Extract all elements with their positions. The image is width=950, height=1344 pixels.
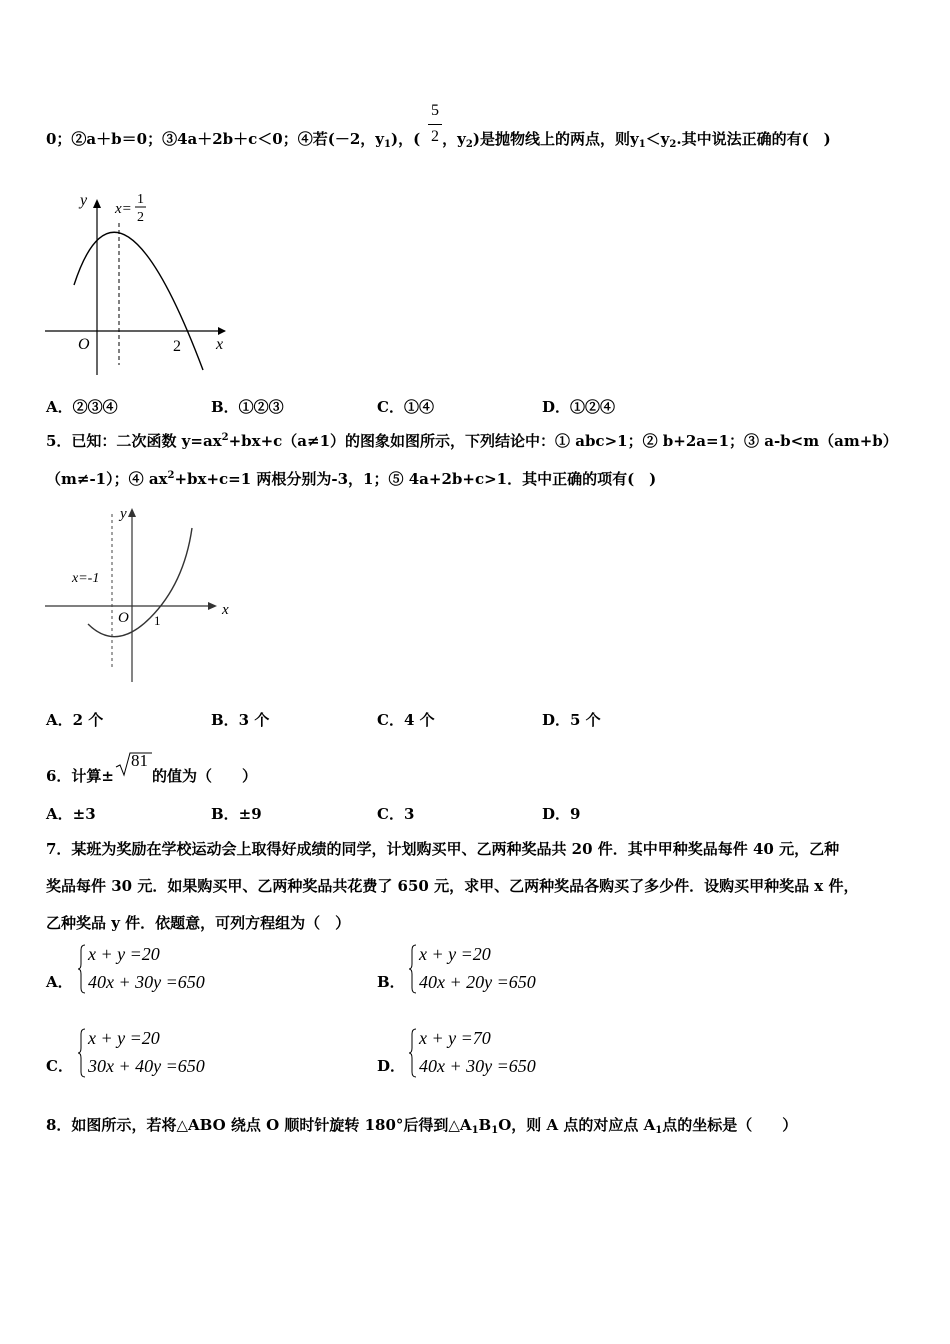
q4-parabola-graph <box>40 185 240 380</box>
brace-icon <box>78 944 86 994</box>
q7-option-b-label[interactable]: B． <box>377 973 405 991</box>
q5-stem-part: 5．已知：二次函数 y=ax <box>46 432 222 450</box>
q7-option-c-system[interactable] <box>78 1028 238 1082</box>
q4-axis-den: 2 <box>137 210 144 225</box>
q8-sub: 1 <box>491 1125 499 1136</box>
q4-root-label: 2 <box>173 338 181 355</box>
q7-option-a-eq2: 40x + 30y =650 <box>88 972 205 992</box>
q4-y-label: y <box>80 192 88 209</box>
q8-stem-part: O，则 A 点的对应点 A <box>498 1116 656 1134</box>
q5-stem-part: +bx+c（a≠1）的图象如图所示，下列结论中：① abc>1；② b+2a=1；③ a-b<m（am+b） <box>228 432 898 450</box>
q7-option-d-label[interactable]: D． <box>377 1057 406 1075</box>
q5-option-c[interactable]: C．4 个 <box>377 711 435 729</box>
q4-parabola-curve <box>74 232 203 370</box>
q4-sub: 1 <box>638 139 646 150</box>
q4-sub: 1 <box>384 139 391 150</box>
q7-option-b-eq2: 40x + 20y =650 <box>419 972 536 992</box>
q7-option-a-system[interactable] <box>78 944 238 998</box>
q4-stem-part: )，( <box>390 130 421 148</box>
q6-stem <box>46 751 258 786</box>
q4-stem-part: .其中说法正确的有( ) <box>676 130 831 148</box>
q5-parabola-curve <box>88 528 192 637</box>
q7-option-c-eq1: x + y =20 <box>88 1028 160 1048</box>
brace-icon <box>409 944 417 994</box>
q5-stem-part: +bx+c=1 两根分别为-3，1；⑤ 4a+2b+c>1．其中正确的项有( ) <box>174 470 657 488</box>
q4-option-c[interactable]: C．①④ <box>377 398 434 416</box>
q4-axis-num: 1 <box>137 192 144 207</box>
q5-stem-part: （m≠-1）；④ ax <box>46 470 168 488</box>
q4-stem-part: 0；②a＋b＝0；③4a＋2b＋c＜0；④若(－2，y <box>46 130 384 148</box>
q6-radicand: 81 <box>131 751 149 770</box>
q6-stem-part: 的值为（ ） <box>152 767 258 785</box>
q7-stem-line2: 奖品每件 30 元．如果购买甲、乙两种奖品共花费了 650 元，求甲、乙两种奖品各购买了多少件．设购买甲种奖品 x 件， <box>46 877 859 895</box>
q7-option-c-eq2: 30x + 40y =650 <box>88 1056 205 1076</box>
q5-stem-line1 <box>46 430 898 451</box>
q4-stem-part: ＜y <box>645 130 670 148</box>
q4-option-a[interactable]: A．②③④ <box>46 398 118 416</box>
q4-fraction-numerator: 5 <box>431 102 439 119</box>
q4-sub: 2 <box>669 139 677 150</box>
q4-option-d[interactable]: D．①②④ <box>542 398 616 416</box>
q5-option-a[interactable]: A．2 个 <box>46 711 104 729</box>
q5-parabola-graph <box>40 500 240 690</box>
q7-option-b-eq1: x + y =20 <box>419 944 491 964</box>
q5-sup: 2 <box>221 432 229 443</box>
q5-origin-label: O <box>118 610 129 626</box>
q4-x-label: x <box>216 336 224 353</box>
q6-option-b[interactable]: B．±9 <box>211 805 262 823</box>
q7-option-d-system[interactable] <box>409 1028 569 1082</box>
brace-icon <box>78 1028 86 1078</box>
q7-option-a-label[interactable]: A． <box>46 973 73 991</box>
q6-option-d[interactable]: D．9 <box>542 805 581 823</box>
q8-stem-part: B <box>478 1116 492 1134</box>
q7-stem-line3: 乙种奖品 y 件．依题意，可列方程组为（ ） <box>46 914 351 932</box>
q5-x-arrow <box>208 602 217 610</box>
q6-stem-part: 6．计算± <box>46 767 115 785</box>
q4-option-b[interactable]: B．①②③ <box>211 398 284 416</box>
q4-y-arrow <box>93 199 101 208</box>
q6-option-a[interactable]: A．±3 <box>46 805 96 823</box>
q6-option-c[interactable]: C．3 <box>377 805 415 823</box>
q5-tick-label: 1 <box>154 613 161 628</box>
q5-y-label: y <box>120 506 127 522</box>
q4-origin-label: O <box>78 336 90 353</box>
q8-sub: 1 <box>471 1125 479 1136</box>
q7-stem-line1: 7．某班为奖励在学校运动会上取得好成绩的同学，计划购买甲、乙两种奖品共 20 件．其中甲种奖品每件 40 元，乙种 <box>46 840 840 858</box>
brace-icon <box>409 1028 417 1078</box>
q7-option-d-eq2: 40x + 30y =650 <box>419 1056 536 1076</box>
q5-stem-line2 <box>46 468 656 489</box>
q4-fraction-bar <box>428 124 442 125</box>
q8-stem-part: 点的坐标是（ ） <box>662 1116 798 1134</box>
q5-axis-label: x=-1 <box>72 571 100 586</box>
q5-sup: 2 <box>167 470 175 481</box>
q4-sub: 2 <box>465 139 473 150</box>
q4-stem-part: ，y <box>442 130 466 148</box>
q6-radical <box>114 751 152 777</box>
q4-stem-part: )是抛物线上的两点，则y <box>472 130 639 148</box>
q8-stem <box>46 1114 797 1136</box>
q7-option-a-eq1: x + y =20 <box>88 944 160 964</box>
q4-stem <box>46 128 831 150</box>
q7-option-c-label[interactable]: C． <box>46 1057 73 1075</box>
q8-stem-part: 8．如图所示，若将△ABO 绕点 O 顺时针旋转 180°后得到△A <box>46 1116 472 1134</box>
q4-fraction-denominator: 2 <box>431 128 439 145</box>
q8-sub: 1 <box>655 1125 663 1136</box>
q5-option-d[interactable]: D．5 个 <box>542 711 601 729</box>
q7-option-b-system[interactable] <box>409 944 569 998</box>
q4-x-arrow <box>218 327 226 335</box>
q5-x-label: x <box>222 602 229 618</box>
q4-axis-eq-label: x= <box>115 201 132 217</box>
q7-option-d-eq1: x + y =70 <box>419 1028 491 1048</box>
q5-y-arrow <box>128 508 136 517</box>
q5-option-b[interactable]: B．3 个 <box>211 711 270 729</box>
